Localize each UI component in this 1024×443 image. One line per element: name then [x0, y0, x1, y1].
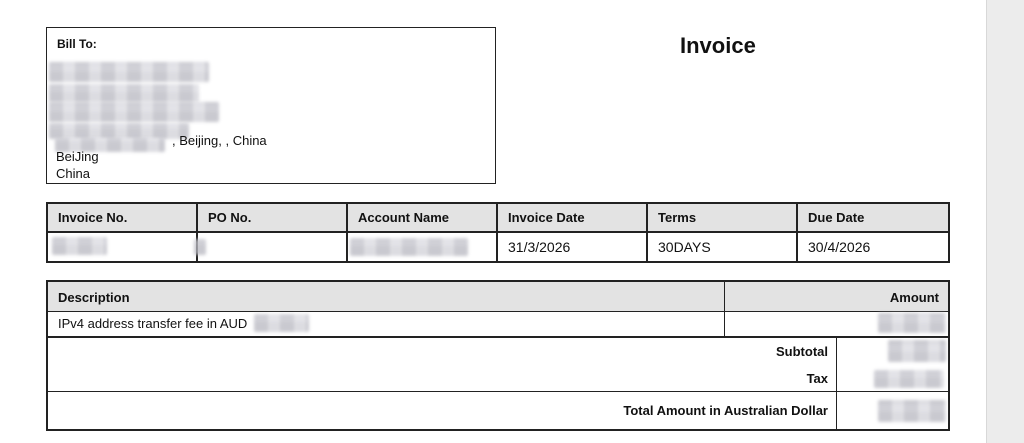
redacted-item-amount [878, 313, 946, 333]
column-divider [724, 282, 725, 337]
tax-label: Tax [806, 371, 828, 386]
line-item-description: IPv4 address transfer fee in AUD [58, 316, 248, 331]
value-invoice-date: 31/3/2026 [498, 233, 648, 261]
redacted-address-1 [49, 102, 219, 122]
redacted-item-suffix [254, 314, 309, 332]
header-due-date: Due Date [808, 210, 865, 225]
redacted-tax [874, 370, 944, 388]
value-due-date: 30/4/2026 [808, 239, 871, 255]
line-items-table [46, 280, 950, 431]
header-account-name: Account Name [348, 204, 498, 231]
items-bottom-border [48, 336, 948, 338]
value-invoice-no [48, 233, 198, 261]
header-amount: Amount [889, 290, 939, 305]
page-scroll-edge [986, 0, 1024, 443]
bill-to-country: China [56, 166, 90, 181]
header-po-no: PO No. [198, 204, 348, 231]
total-top-border [48, 391, 948, 392]
meta-value-row [48, 233, 948, 261]
total-label: Total Amount in Australian Dollar [623, 403, 828, 418]
bill-to-city: BeiJing [56, 149, 99, 164]
bill-to-address-line: , Beijing, , China [172, 133, 267, 148]
totals-divider [836, 337, 837, 431]
redacted-account-name [350, 238, 468, 256]
subtotal-label: Subtotal [776, 344, 828, 359]
redacted-total [878, 400, 946, 422]
redacted-address-2 [49, 123, 189, 139]
header-description: Description [58, 290, 130, 305]
invoice-title: Invoice [680, 33, 756, 58]
redacted-subtotal [888, 340, 946, 362]
redacted-name [49, 62, 209, 82]
value-po-no [198, 233, 348, 261]
meta-header-row [48, 204, 948, 233]
header-invoice-date: Invoice Date [498, 204, 648, 231]
redacted-invoice-no [52, 237, 107, 255]
header-terms: Terms [648, 204, 798, 231]
bill-to-box [46, 27, 496, 184]
bill-to-heading: Bill To: [57, 37, 97, 51]
redacted-company [49, 84, 199, 102]
value-terms: 30DAYS [648, 233, 798, 261]
line-items-header [48, 282, 948, 312]
header-invoice-no: Invoice No. [48, 204, 198, 231]
invoice-meta-table [46, 202, 950, 263]
redacted-po-no [194, 239, 206, 255]
value-account-name [348, 233, 498, 261]
